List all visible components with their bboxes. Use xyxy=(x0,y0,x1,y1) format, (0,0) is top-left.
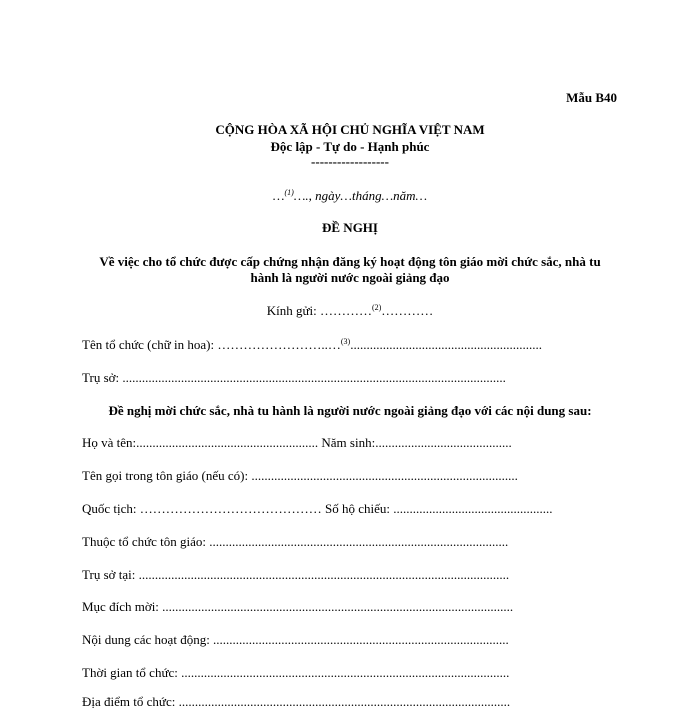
purpose-field: Mục đích mời: ............................................................................................................ xyxy=(82,599,514,614)
location-field: Địa điểm tổ chức: ...................................................................................................... xyxy=(82,694,511,709)
form-code: Mẫu B40 xyxy=(566,90,617,105)
recipient-line xyxy=(0,303,700,319)
headquarters-at-field: Trụ sở tại: .................................................................................................................. xyxy=(82,567,510,582)
org-name-suffix: ........................................................... xyxy=(350,337,542,352)
nationality-passport-field: Quốc tịch: …………………………………… Số hộ chiếu: ................................................. xyxy=(82,501,553,516)
request-heading: Đề nghị mời chức sắc, nhà tu hành là người nước ngoài giảng đạo với các nội dung sau: xyxy=(108,403,592,418)
activities-field: Nội dung các hoạt động: ........................................................................................... xyxy=(82,632,509,647)
time-field: Thời gian tổ chức: ..................................................................................................... xyxy=(82,665,510,680)
org-name-field xyxy=(82,337,542,353)
date-suffix: …., ngày…tháng…năm… xyxy=(293,188,428,203)
recipient-suffix: ………… xyxy=(381,303,434,318)
recipient-note: (2) xyxy=(371,303,382,312)
header-separator: ------------------ xyxy=(311,154,389,169)
headquarters-field: Trụ sở: ...................................................................................................................... xyxy=(82,370,506,385)
subject-line-1: Về việc cho tổ chức được cấp chứng nhận đăng ký hoạt động tôn giáo mời chức sắc, nhà tu xyxy=(99,254,601,269)
motto: Độc lập - Tự do - Hạnh phúc xyxy=(270,139,430,154)
org-name-label: Tên tổ chức (chữ in hoa): ……………………..… xyxy=(82,337,341,352)
subject-line-2: hành là người nước ngoài giảng đạo xyxy=(250,270,450,285)
org-affiliation-field: Thuộc tổ chức tôn giáo: ............................................................................................ xyxy=(82,534,509,549)
recipient-text: Kính gửi: ………… xyxy=(266,303,372,318)
document-title: ĐỀ NGHỊ xyxy=(322,220,378,235)
country-heading: CỘNG HÒA XÃ HỘI CHỦ NGHĨA VIỆT NAM xyxy=(215,122,485,137)
date-note: (1) xyxy=(284,188,294,197)
name-birthyear-field: Họ và tên:........................................................ Năm sinh:.......................................... xyxy=(82,435,512,450)
org-name-note: (3) xyxy=(340,337,351,346)
date-prefix: … xyxy=(272,188,285,203)
religious-name-field: Tên gọi trong tôn giáo (nếu có): .................................................................................. xyxy=(82,468,518,483)
date-line xyxy=(0,188,700,204)
